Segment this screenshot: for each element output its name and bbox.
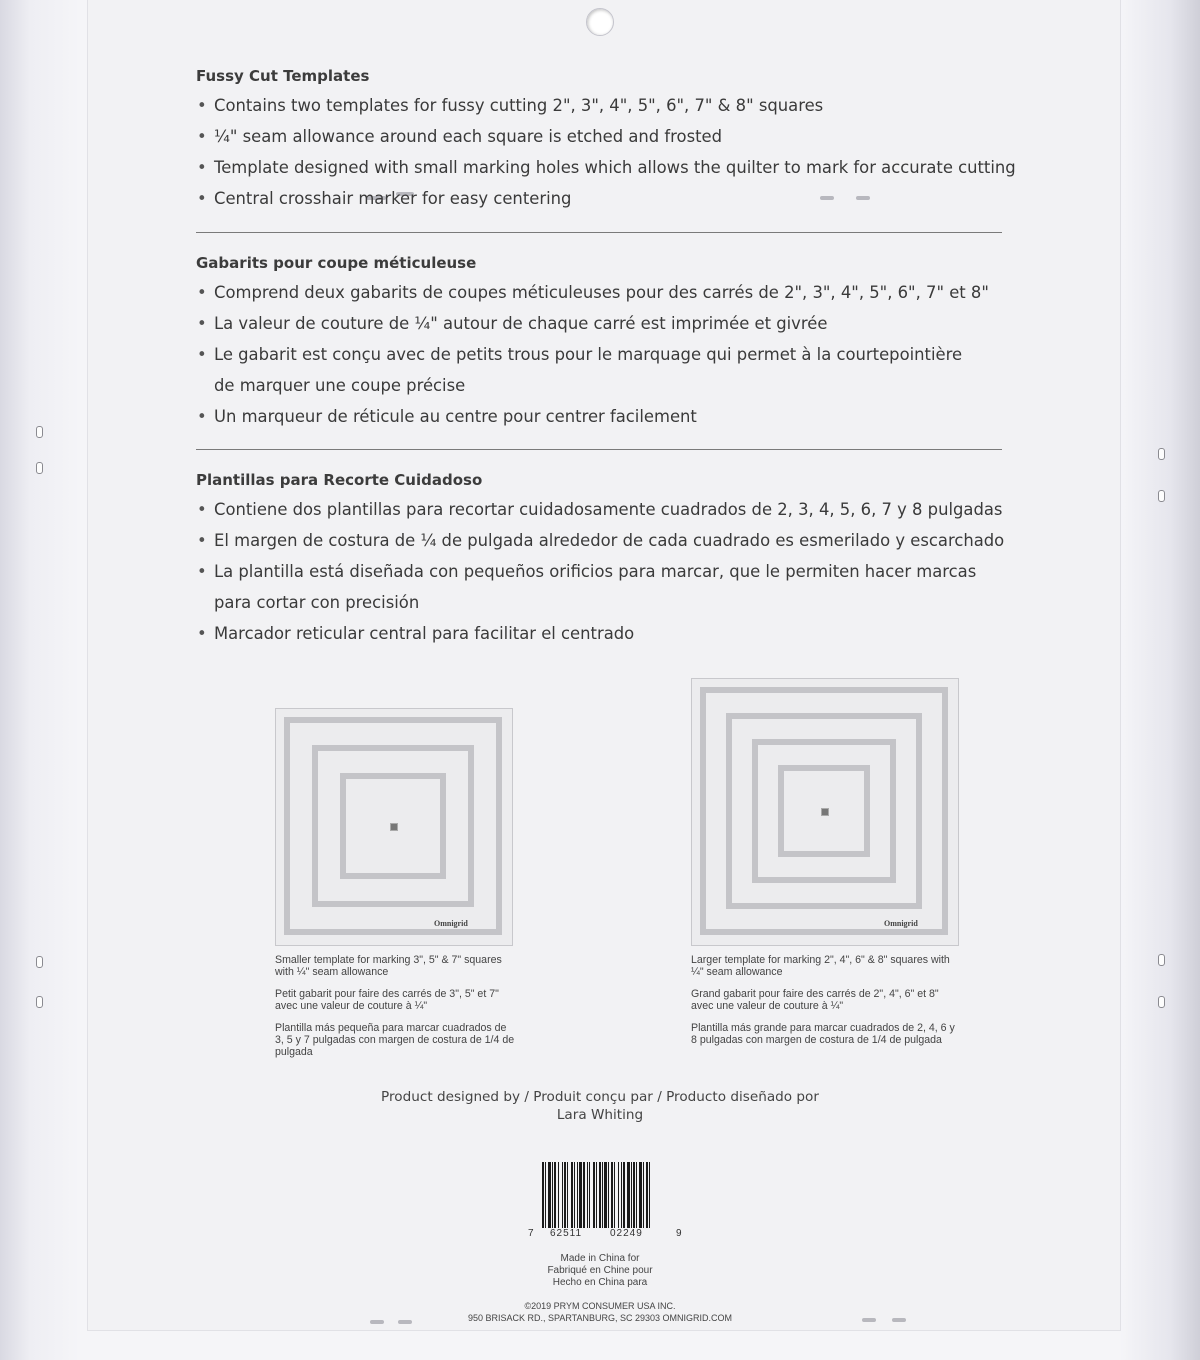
clip-mark [370,1320,384,1324]
clip-mark [892,1318,906,1322]
made-in-es: Hecho en China para [552,1277,648,1288]
feature-list [196,90,1016,214]
brand-logo: Omnigrid [434,919,468,928]
barcode-bar [611,1162,613,1228]
barcode-bar [621,1162,622,1228]
caption-fr: Petit gabarit pour faire des carrés de 3", 5" et 7" avec une valeur de couture à ¼" [275,988,499,1012]
divider [196,449,1002,450]
address-line: 950 BRISACK RD., SPARTANBURG, SC 29303 OMNIGRID.COM [467,1313,733,1323]
list-item: • Marcador reticular central para facilitar el centrado [196,618,1016,649]
barcode-bar [542,1162,544,1228]
designer-name: Lara Whiting [556,1107,644,1123]
clip-mark [398,1320,412,1324]
section-title: Gabarits pour coupe méticuleuse [196,254,477,272]
list-item: • La plantilla está diseñada con pequeños orificios para marcar, que le permiten hacer marcas para cortar con precisión [196,556,1014,618]
section-english [196,62,1016,214]
barcode-bar [608,1162,609,1228]
barcode-bar [633,1162,635,1228]
divider [196,232,1002,233]
barcode-left-digits: 62511 [550,1228,583,1239]
barcode-bar [646,1162,648,1228]
list-item: • ¼" seam allowance around each square is etched and frosted [196,121,1016,152]
barcode-bar [574,1162,575,1228]
barcode-bar [562,1162,563,1228]
large-template-image [691,678,959,946]
barcode-bar [571,1162,573,1228]
barcode-bar [577,1162,578,1228]
barcode-bar [649,1162,650,1228]
clip-mark [862,1318,876,1322]
barcode-bar [643,1162,644,1228]
made-in-text [500,1253,700,1289]
section-spanish [196,466,1016,649]
list-item: • Comprend deux gabarits de coupes méticuleuses pour des carrés de 2", 3", 4", 5", 6", 7" et 8" [196,277,1016,308]
list-item: • Template designed with small marking holes which allows the quilter to mark for accurate cutting [196,152,1016,183]
caption-en: Smaller template for marking 3", 5" & 7" squares with ¼" seam allowance [275,954,502,978]
barcode-bar [548,1162,551,1228]
large-template-caption [691,954,961,1056]
list-item: • Contiene dos plantillas para recortar cuidadosamente cuadrados de 2, 3, 4, 5, 6, 7 y 8 pulgadas [196,494,1016,525]
barcode-bar [596,1162,597,1228]
list-item: • La valeur de couture de ¼" autour de chaque carré est imprimée et givrée [196,308,1016,339]
made-in-fr: Fabriqué en Chine pour [547,1265,653,1276]
copyright-block [440,1300,760,1324]
feature-list [196,277,1016,432]
section-title: Plantillas para Recorte Cuidadoso [196,471,483,489]
list-item: • Contains two templates for fussy cutting 2", 3", 4", 5", 6", 7" & 8" squares [196,90,1016,121]
barcode-bar [593,1162,595,1228]
caption-es: Plantilla más pequeña para marcar cuadrados de 3, 5 y 7 pulgadas con margen de costura de 1/4 de pulgada [275,1022,515,1058]
barcode-bar [614,1162,615,1228]
designer-label: Product designed by / Produit conçu par / Producto diseñado por [381,1089,819,1105]
list-item: • Central crosshair marker for easy centering [196,183,1016,214]
barcode-check-digit: 9 [676,1228,683,1239]
caption-es: Plantilla más grande para marcar cuadrados de 2, 4, 6 y 8 pulgadas con margen de costura de 1/4 de pulgada [691,1022,955,1046]
barcode-bar [636,1162,637,1228]
barcode-bar [589,1162,590,1228]
clip-peg [36,426,43,438]
barcode-bar [558,1162,559,1228]
barcode-bar [552,1162,553,1228]
barcode-bar [623,1162,625,1228]
small-template-image [275,708,513,946]
section-title: Fussy Cut Templates [196,67,370,85]
barcode [528,1162,683,1244]
hang-hole [586,8,614,36]
small-template-caption [275,954,515,1068]
caption-fr: Grand gabarit pour faire des carrés de 2", 4", 6" et 8" avec une valeur de couture à ¼" [691,988,939,1012]
barcode-bar [567,1162,568,1228]
barcode-lead-digit: 7 [528,1228,535,1239]
clip-peg [36,462,43,474]
clip-peg [36,996,43,1008]
barcode-right-digits: 02249 [610,1228,643,1239]
barcode-bar [583,1162,585,1228]
list-item: • Le gabarit est conçu avec de petits trous pour le marquage qui permet à la courtepointière de marquer une coupe précise [196,339,984,401]
made-in-en: Made in China for [560,1253,640,1264]
list-item: • Un marqueur de réticule au centre pour centrer facilement [196,401,1016,432]
brand-logo: Omnigrid [884,919,918,928]
barcode-bar [545,1162,546,1228]
barcode-bar [639,1162,642,1228]
barcode-bar [564,1162,566,1228]
clip-peg [36,956,43,968]
designer-credit [360,1088,840,1124]
barcode-bars [540,1162,668,1228]
clip-peg [1158,954,1165,966]
clip-peg [1158,996,1165,1008]
clip-peg [1158,448,1165,460]
copyright-line: ©2019 PRYM CONSUMER USA INC. [524,1301,676,1311]
crosshair-marker [821,808,829,816]
clip-peg [1158,490,1165,502]
barcode-bar [618,1162,619,1228]
barcode-bar [599,1162,601,1228]
crosshair-marker [390,823,398,831]
barcode-bar [631,1162,632,1228]
barcode-bar [579,1162,582,1228]
barcode-bar [627,1162,630,1228]
barcode-bar [604,1162,607,1228]
list-item: • El margen de costura de ¼ de pulgada alrededor de cada cuadrado es esmerilado y escarchado [196,525,1016,556]
barcode-bar [587,1162,588,1228]
barcode-bar [554,1162,556,1228]
section-french [196,249,1016,432]
barcode-bar [602,1162,603,1228]
caption-en: Larger template for marking 2", 4", 6" & 8" squares with ¼" seam allowance [691,954,950,978]
feature-list [196,494,1016,649]
